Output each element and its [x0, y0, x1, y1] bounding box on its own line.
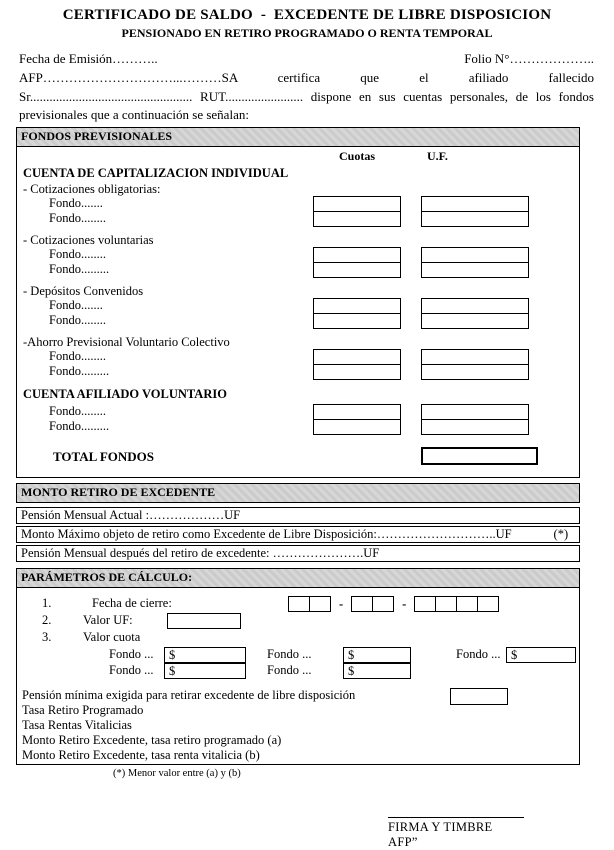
- fondo-label: Fondo ...: [109, 647, 154, 661]
- page-title: CERTIFICADO DE SALDO - EXCEDENTE DE LIBRE DISPOSICION: [62, 7, 552, 23]
- fondo-row-label: Fondo........: [49, 211, 106, 225]
- group-label: - Cotizaciones voluntarias: [23, 233, 154, 247]
- cuenta-afiliado-voluntario-heading: CUENTA AFILIADO VOLUNTARIO: [23, 387, 227, 401]
- cuotas-input-box[interactable]: [313, 419, 401, 435]
- item-number: 1.: [42, 596, 52, 610]
- day-field[interactable]: [288, 596, 331, 612]
- group-apv-colectivo: [17, 335, 579, 380]
- currency-symbol: $: [169, 648, 176, 662]
- item-number: 3.: [42, 630, 52, 644]
- fondos-previsionales-section: [16, 127, 580, 478]
- cuotas-column-header: Cuotas: [338, 149, 375, 163]
- fondo-row-label: Fondo.......: [49, 196, 103, 210]
- group-cotizaciones-voluntarias: [17, 233, 579, 278]
- fondo-row-label: Fondo.........: [49, 364, 110, 378]
- total-fondos-row: [17, 445, 579, 469]
- valor-uf-row: [17, 613, 579, 630]
- total-fondos-input-box[interactable]: [421, 447, 538, 465]
- uf-input-box[interactable]: [421, 247, 529, 263]
- monto-retiro-excedente-b-line: Monto Retiro Excedente, tasa renta vitalicia (b): [22, 748, 260, 762]
- cuotas-input-box[interactable]: [313, 211, 401, 227]
- fondo-label: Fondo ...: [267, 647, 312, 661]
- fondo-label: Fondo ...: [109, 663, 154, 677]
- sr-rut-line: Sr.................................................. RUT........................ dispone en sus cuentas personales, de los fondos: [19, 89, 594, 104]
- document-header: [19, 51, 594, 123]
- date-separator: -: [339, 596, 344, 611]
- valor-uf-label: Valor UF:: [83, 613, 133, 627]
- pension-despues-retiro-label: Pensión Mensual después del retiro de excedente: ………………….UF: [21, 546, 380, 560]
- valor-cuota-input-box[interactable]: [164, 663, 246, 679]
- cuotas-input-box[interactable]: [313, 247, 401, 263]
- fondo-row-label: Fondo.........: [49, 419, 110, 433]
- page-subtitle: PENSIONADO EN RETIRO PROGRAMADO O RENTA TEMPORAL: [121, 26, 493, 40]
- parametros-calculo-section: [16, 568, 580, 765]
- pension-mensual-actual-row: [16, 507, 580, 524]
- cuotas-input-box[interactable]: [313, 404, 401, 420]
- cuotas-input-box[interactable]: [313, 196, 401, 212]
- valor-cuota-input-box[interactable]: [164, 647, 246, 663]
- monto-retiro-excedente-a-line: Monto Retiro Excedente, tasa retiro programado (a): [22, 733, 282, 747]
- sr-line-continuation: previsionales que a continuación se señalan:: [19, 107, 249, 122]
- currency-symbol: $: [169, 664, 176, 678]
- group-depositos-convenidos: [17, 284, 579, 329]
- group-label: - Cotizaciones obligatorias:: [23, 182, 161, 196]
- uf-input-box[interactable]: [421, 262, 529, 278]
- valor-cuota-line-1: [17, 647, 579, 663]
- signature-label: FIRMA Y TIMBRE AFP”: [388, 820, 493, 849]
- pension-mensual-actual-label: Pensión Mensual Actual :………………UF: [21, 508, 241, 522]
- uf-input-box[interactable]: [421, 196, 529, 212]
- tasa-retiro-programado-line: Tasa Retiro Programado: [22, 703, 144, 717]
- cuotas-input-box[interactable]: [313, 298, 401, 314]
- fondo-row-label: Fondo........: [49, 404, 106, 418]
- pension-minima-label: Pensión mínima exigida para retirar excedente de libre disposición: [22, 688, 356, 702]
- group-afiliado-voluntario: [17, 404, 579, 435]
- total-fondos-label: TOTAL FONDOS: [53, 449, 155, 464]
- monto-maximo-row: [16, 526, 580, 543]
- uf-column-header: U.F.: [427, 149, 448, 163]
- cuotas-input-box[interactable]: [313, 349, 401, 365]
- cuenta-capitalizacion-heading: CUENTA DE CAPITALIZACION INDIVIDUAL: [23, 166, 289, 180]
- valor-cuota-input-box[interactable]: [343, 663, 411, 679]
- valor-cuota-line-2: [17, 663, 579, 679]
- signature-block: [388, 817, 524, 850]
- uf-input-box[interactable]: [421, 404, 529, 420]
- cuotas-input-box[interactable]: [313, 262, 401, 278]
- monto-retiro-header: MONTO RETIRO DE EXCEDENTE: [16, 483, 580, 503]
- year-field[interactable]: [414, 596, 499, 612]
- uf-input-box[interactable]: [421, 364, 529, 380]
- group-cotizaciones-obligatorias: [17, 182, 579, 227]
- cuotas-input-box[interactable]: [313, 313, 401, 329]
- fecha-cierre-label: Fecha de cierre:: [92, 596, 172, 610]
- tasa-rentas-vitalicias-line: Tasa Rentas Vitalicias: [22, 718, 132, 732]
- fecha-cierre-row: [17, 596, 579, 613]
- valor-cuota-input-box[interactable]: [343, 647, 411, 663]
- parametros-calculo-header: PARÁMETROS DE CÁLCULO:: [17, 569, 579, 588]
- folio-label: Folio N°………………..: [464, 51, 594, 66]
- afp-line: AFP…………………………...………SA certifica que el afiliado fallecido: [19, 70, 594, 85]
- uf-input-box[interactable]: [421, 349, 529, 365]
- fondo-label: Fondo ...: [267, 663, 312, 677]
- item-number: 2.: [42, 613, 52, 627]
- group-label: - Depósitos Convenidos: [23, 284, 144, 298]
- uf-input-box[interactable]: [421, 313, 529, 329]
- currency-symbol: $: [511, 648, 518, 662]
- uf-input-box[interactable]: [421, 419, 529, 435]
- uf-input-box[interactable]: [421, 211, 529, 227]
- valor-cuota-input-box[interactable]: [506, 647, 576, 663]
- footnote: (*) Menor valor entre (a) y (b): [113, 768, 241, 779]
- fecha-cierre-date-fields: [288, 596, 499, 612]
- month-field[interactable]: [351, 596, 394, 612]
- pension-despues-retiro-row: [16, 545, 580, 562]
- valor-cuota-label: Valor cuota: [83, 630, 141, 644]
- valor-cuota-row: [17, 630, 579, 647]
- uf-input-box[interactable]: [421, 298, 529, 314]
- date-separator: -: [402, 596, 407, 611]
- fondo-row-label: Fondo........: [49, 313, 106, 327]
- fondo-row-label: Fondo.......: [49, 298, 103, 312]
- valor-uf-input-box[interactable]: [167, 613, 241, 629]
- fondo-row-label: Fondo.........: [49, 262, 110, 276]
- group-label: -Ahorro Previsional Voluntario Colectivo: [23, 335, 230, 349]
- fondo-label: Fondo ...: [456, 647, 501, 661]
- cuotas-input-box[interactable]: [313, 364, 401, 380]
- fondos-previsionales-header: FONDOS PREVISIONALES: [17, 128, 579, 147]
- column-headers: [17, 149, 579, 165]
- monto-maximo-label: Monto Máximo objeto de retiro como Excedente de Libre Disposición:………………………..UF: [21, 527, 512, 541]
- asterisk-marker: (*): [553, 527, 569, 541]
- currency-symbol: $: [348, 664, 355, 678]
- fecha-emision-label: Fecha de Emisión………..: [19, 51, 158, 66]
- fondo-row-label: Fondo........: [49, 247, 106, 261]
- currency-symbol: $: [348, 648, 355, 662]
- pension-minima-row: [17, 688, 579, 703]
- fondo-row-label: Fondo........: [49, 349, 106, 363]
